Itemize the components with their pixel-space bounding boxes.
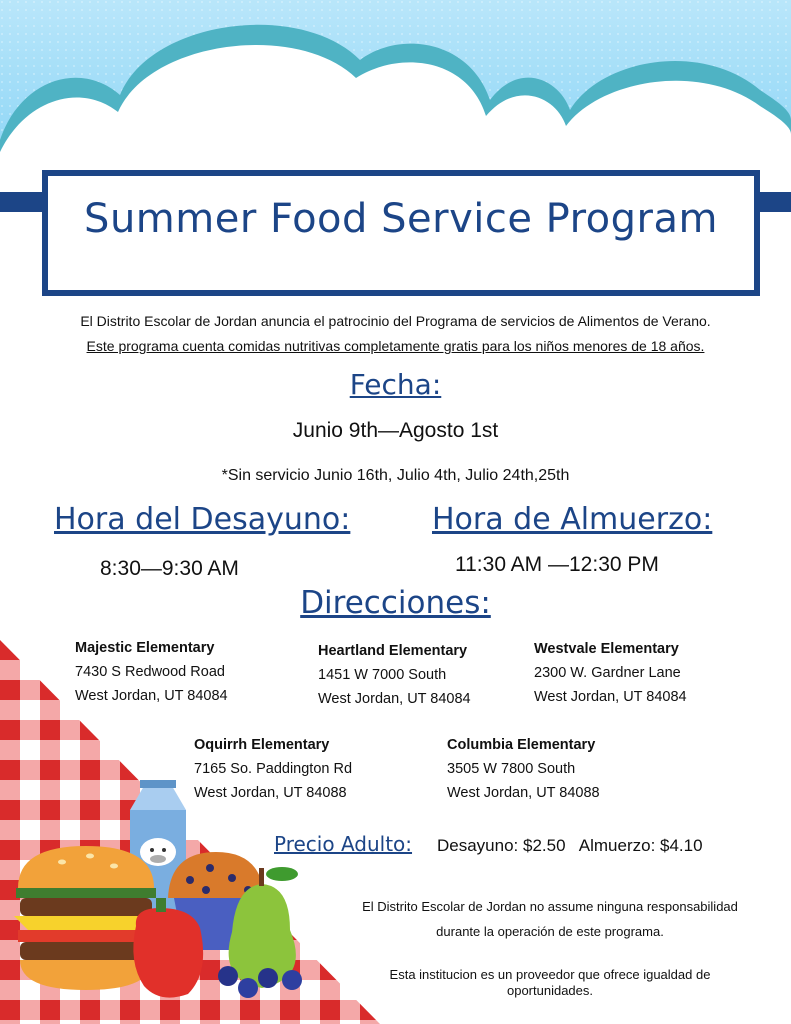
school-city: West Jordan, UT 84088 bbox=[194, 785, 347, 801]
intro-line-2: Este programa cuenta comidas nutritivas completamente gratis para los niños menores de 18 años. bbox=[86, 338, 705, 354]
school-city: West Jordan, UT 84084 bbox=[534, 689, 687, 705]
school-name: Heartland Elementary bbox=[318, 643, 468, 659]
fecha-heading: Fecha: bbox=[349, 368, 442, 401]
school-columbia bbox=[447, 733, 600, 805]
school-name: Oquirrh Elementary bbox=[194, 737, 330, 753]
school-city: West Jordan, UT 84088 bbox=[447, 785, 600, 801]
school-name: Majestic Elementary bbox=[75, 640, 215, 656]
breakfast-time: 8:30—9:30 AM bbox=[100, 557, 239, 580]
disclaimer-line-3: Esta institucion es un proveedor que ofrece igualdad de bbox=[389, 967, 711, 982]
intro-line-1: El Distrito Escolar de Jordan anuncia el patrocinio del Programa de servicios de Alimentos de Verano. bbox=[80, 313, 711, 329]
adult-price-values: Desayuno: $2.50 Almuerzo: $4.10 bbox=[437, 836, 703, 855]
food-illustration bbox=[10, 780, 330, 1010]
school-majestic bbox=[75, 636, 228, 708]
school-street: 3505 W 7800 South bbox=[447, 761, 576, 777]
page-title: Summer Food Service Program bbox=[84, 196, 718, 242]
disclaimer-line-4: oportunidades. bbox=[506, 983, 593, 998]
school-name: Westvale Elementary bbox=[534, 641, 679, 657]
school-heartland bbox=[318, 639, 471, 711]
adult-price-label: Precio Adulto: bbox=[274, 832, 413, 856]
school-street: 7165 So. Paddington Rd bbox=[194, 761, 353, 777]
school-street: 7430 S Redwood Road bbox=[75, 664, 225, 680]
school-westvale bbox=[534, 637, 687, 709]
disclaimer-line-1: El Distrito Escolar de Jordan no assume ninguna responsabilidad bbox=[362, 899, 738, 914]
service-dates: Junio 9th—Agosto 1st bbox=[292, 419, 499, 442]
no-service-note: *Sin servicio Junio 16th, Julio 4th, Julio 24th,25th bbox=[221, 467, 570, 484]
disclaimer-line-2: durante la operación de este programa. bbox=[436, 924, 664, 939]
lunch-time: 11:30 AM —12:30 PM bbox=[455, 553, 659, 576]
school-street: 2300 W. Gardner Lane bbox=[534, 665, 681, 681]
school-street: 1451 W 7000 South bbox=[318, 667, 447, 683]
directions-heading: Direcciones: bbox=[300, 585, 491, 621]
school-name: Columbia Elementary bbox=[447, 737, 596, 753]
school-city: West Jordan, UT 84084 bbox=[318, 691, 471, 707]
lunch-heading: Hora de Almuerzo: bbox=[432, 502, 713, 537]
school-city: West Jordan, UT 84084 bbox=[75, 688, 228, 704]
breakfast-heading: Hora del Desayuno: bbox=[54, 502, 351, 537]
